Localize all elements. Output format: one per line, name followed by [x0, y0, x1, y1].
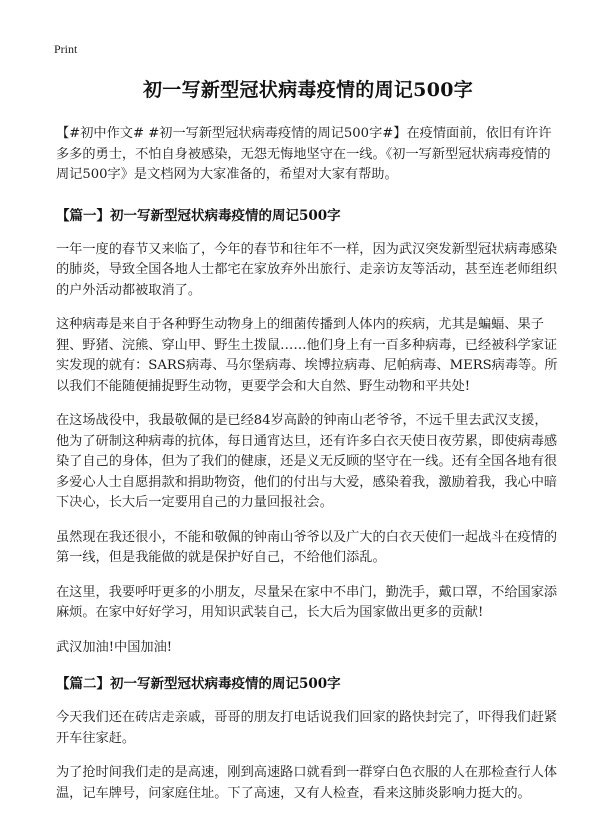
section-1-paragraph-3: 在这场战役中，我最敬佩的是已经84岁高龄的钟南山老爷爷，不远千里去武汉支援，他为了研制这种病毒的抗体，每日通宵达旦，还有许多白衣天使日夜劳累，即使病毒感染了自己的身体，但为了我们的健康，还是义无反顾的坚守在一线。还有全国各地有很多爱心人士自愿捐款和捐助物资，他们的付出与大爱，感染着我，激励着我，我心中暗下决心，长大后一定要用自己的力量回报社会。 [56, 413, 558, 510]
intro-paragraph: 【#初中作文# #初一写新型冠状病毒疫情的周记500字#】在疫情面前，依旧有许许多多的勇士，不怕自身被感染，无怨无悔地坚守在一线。《初一写新型冠状病毒疫情的周记500字》是文档网为大家准备的，希望对大家有帮助。 [56, 126, 552, 182]
section-2-paragraph-2: 为了抢时间我们走的是高速，刚到高速路口就看到一群穿白色衣服的人在那检查行人体温，记车牌号，问家庭住址。下了高速，又有人检查，看来这肺炎影响力挺大的。 [56, 765, 558, 801]
section-1-paragraph-6: 武汉加油!中国加油! [56, 639, 173, 655]
section-1-paragraph-4: 虽然现在我还很小，不能和敬佩的钟南山爷爷以及广大的白衣天使们一起战斗在疫情的第一线，但是我能做的就是保护好自己，不给他们添乱。 [56, 529, 558, 565]
section-1-paragraph-2: 这种病毒是来自于各种野生动物身上的细菌传播到人体内的疾病，尤其是蝙蝠、果子狸、野猪、浣熊、穿山甲、野生土拨鼠……他们身上有一百多种病毒，已经被科学家证实发现的就有：SARS病毒、马尔堡病毒、埃博拉病毒、尼帕病毒、MERS病毒等。所以我们不能随便捕捉野生动物，更要学会和大自然、野生动物和平共处! [56, 317, 558, 394]
section-1-paragraph-5: 在这里，我要呼吁更多的小朋友，尽量呆在家中不串门，勤洗手，戴口罩，不给国家添麻烦。在家中好好学习，用知识武装自己，长大后为国家做出更多的贡献! [56, 584, 558, 620]
article-title: 初一写新型冠状病毒疫情的周记500字 [142, 79, 474, 101]
section-1-heading: 【篇一】初一写新型冠状病毒疫情的周记500字 [56, 207, 341, 224]
section-1-paragraph-1: 一年一度的春节又来临了，今年的春节和往年不一样，因为武汉突发新型冠状病毒感染的肺炎，导致全国各地人士都宅在家放弃外出旅行、走亲访友等活动，甚至连老师组织的户外活动都被取消了。 [56, 241, 558, 298]
section-2-heading: 【篇二】初一写新型冠状病毒疫情的周记500字 [56, 676, 341, 692]
section-2-paragraph-1: 今天我们还在砖店走亲戚，哥哥的朋友打电话说我们回家的路快封完了，吓得我们赶紧开车往家赶。 [56, 710, 558, 746]
print-link[interactable]: Print [54, 42, 78, 56]
